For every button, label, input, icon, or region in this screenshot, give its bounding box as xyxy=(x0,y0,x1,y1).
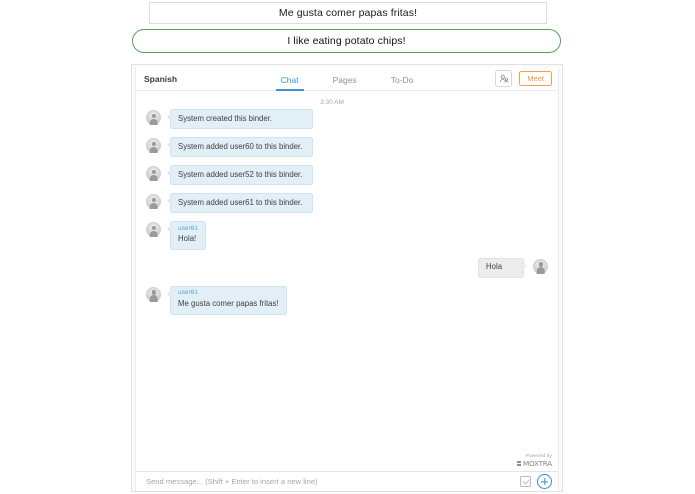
message-text: System added user52 to this binder. xyxy=(178,169,303,179)
message-sender: user61 xyxy=(178,289,198,297)
message-row xyxy=(146,165,548,185)
message-text: System added user61 to this binder. xyxy=(178,197,303,207)
chat-header-actions xyxy=(495,70,552,87)
message-composer xyxy=(136,471,558,491)
binder-title: Spanish xyxy=(144,73,178,84)
moxtra-logo xyxy=(517,460,552,467)
message-text: Hola! xyxy=(178,234,197,244)
message-text: System created this binder. xyxy=(178,113,273,123)
message-bubble xyxy=(170,165,313,185)
message-bubble xyxy=(170,109,313,129)
chat-panel xyxy=(131,64,563,492)
powered-by-label: Powered by xyxy=(525,453,552,459)
tab-todo[interactable]: To-Do xyxy=(390,75,414,85)
message-timestamp: 3:30 AM xyxy=(320,99,344,106)
message-bubble xyxy=(478,258,524,278)
message-bubble xyxy=(170,221,206,250)
moxtra-wordmark: MOXTRA xyxy=(522,458,552,468)
meet-button[interactable]: Meet xyxy=(519,71,552,86)
translated-text-box xyxy=(132,29,561,53)
avatar xyxy=(146,194,161,209)
message-row xyxy=(146,193,548,213)
tab-chat[interactable]: Chat xyxy=(279,67,301,91)
message-row xyxy=(146,221,548,250)
avatar xyxy=(146,166,161,181)
avatar xyxy=(146,110,161,125)
message-row xyxy=(146,137,548,157)
message-row xyxy=(146,286,548,315)
tab-pages[interactable]: Pages xyxy=(332,75,357,85)
source-text-box xyxy=(149,2,547,24)
avatar xyxy=(533,259,548,274)
avatar xyxy=(146,222,161,237)
source-text: Me gusta comer papas fritas! xyxy=(278,7,418,19)
chat-panel-inner xyxy=(135,67,559,491)
avatar xyxy=(146,287,161,302)
message-bubble xyxy=(170,137,313,157)
message-text: System added user60 to this binder. xyxy=(178,141,303,151)
message-bubble xyxy=(170,193,313,213)
powered-by-branding xyxy=(517,454,552,467)
message-bubble xyxy=(170,286,287,315)
message-list xyxy=(136,91,558,471)
translated-text: I like eating potato chips! xyxy=(287,35,406,47)
message-text: Me gusta comer papas fritas! xyxy=(178,299,279,309)
message-input[interactable] xyxy=(144,476,514,487)
message-row xyxy=(146,258,548,278)
message-sender: user61 xyxy=(178,224,198,232)
plus-circle-icon[interactable] xyxy=(537,474,552,489)
moxtra-mark-icon xyxy=(517,461,522,466)
message-row xyxy=(146,109,548,129)
people-icon[interactable] xyxy=(495,70,512,87)
message-text: Hola xyxy=(486,262,503,272)
chat-header xyxy=(136,67,558,91)
composer-actions xyxy=(520,474,552,489)
checkbox-check-icon[interactable] xyxy=(520,476,531,487)
avatar xyxy=(146,138,161,153)
